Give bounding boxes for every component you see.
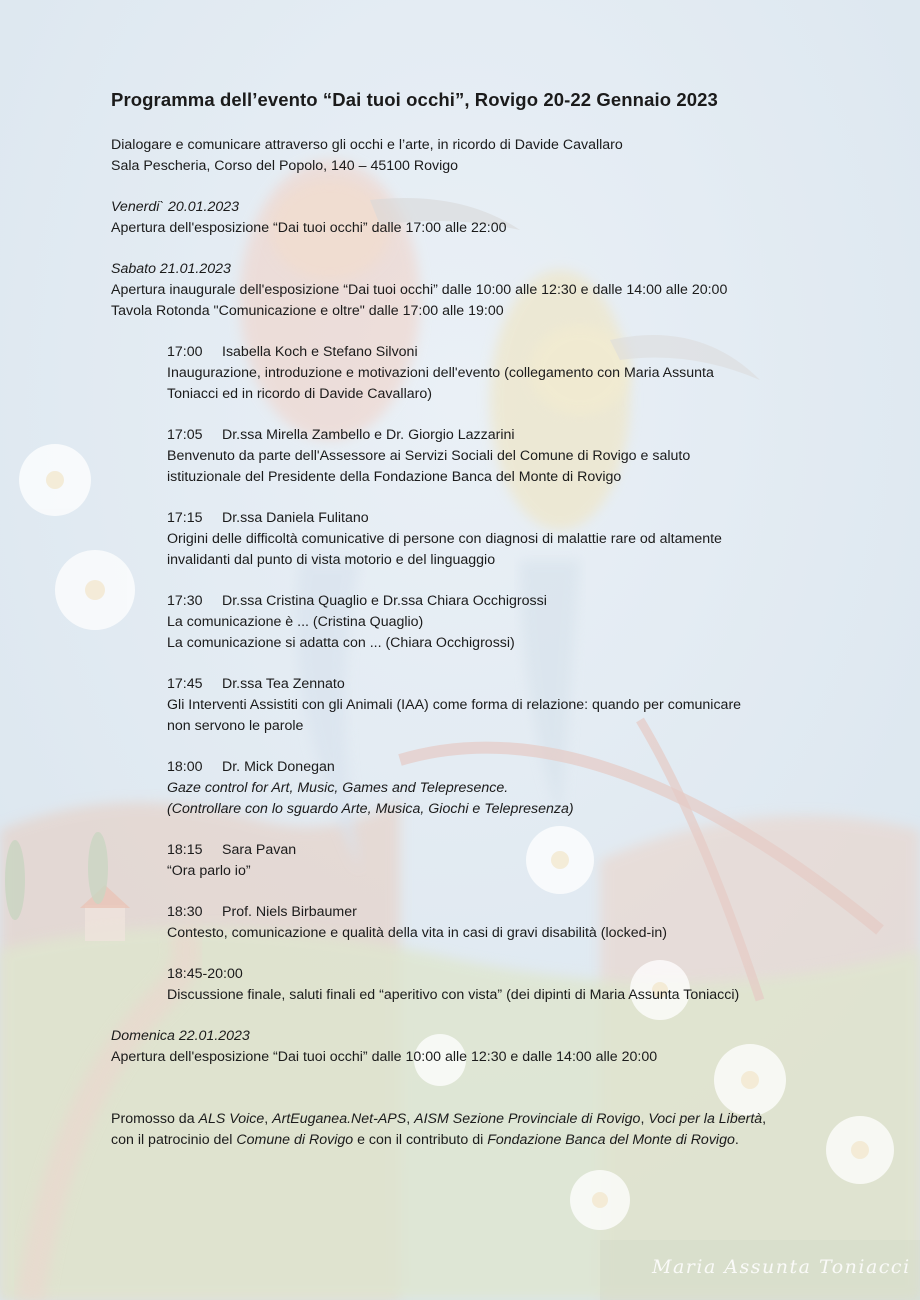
saturday-opening: Apertura inaugurale dell'esposizione “Dai tuoi occhi” dalle 10:00 alle 12:30 e dalle 14:00 alle 20:00 <box>111 282 728 298</box>
promoters-line-1 <box>111 1109 766 1130</box>
program-description: Discussione finale, saluti finali ed “aperitivo con vista” (dei dipinti di Maria Assunta Toniacci) <box>167 987 740 1003</box>
promo-text: con il patrocinio del <box>111 1131 237 1148</box>
program-time: 17:15 <box>167 510 203 526</box>
program-description: non servono le parole <box>167 718 304 734</box>
program-time: 17:45 <box>167 676 203 692</box>
program-item-header <box>167 591 547 612</box>
program-speaker: Dr.ssa Cristina Quaglio e Dr.ssa Chiara Occhigrossi <box>222 593 547 609</box>
program-item-header <box>167 342 418 363</box>
friday-opening: Apertura dell'esposizione “Dai tuoi occhi” dalle 17:00 alle 22:00 <box>111 220 507 236</box>
program-description: invalidanti dal punto di vista motorio e del linguaggio <box>167 552 496 568</box>
promoters-line-2 <box>111 1130 766 1151</box>
program-speaker: Sara Pavan <box>222 842 297 858</box>
program-description: istituzionale del Presidente della Fondazione Banca del Monte di Rovigo <box>167 469 622 485</box>
promo-separator: , <box>264 1111 273 1127</box>
event-venue: Sala Pescheria, Corso del Popolo, 140 – 45100 Rovigo <box>111 158 459 174</box>
promoter-name: AISM Sezione Provinciale di Rovigo <box>414 1111 641 1127</box>
program-description: Gaze control for Art, Music, Games and Telepresence. <box>167 780 509 796</box>
promoter-name: ALS Voice <box>198 1111 265 1127</box>
promo-separator: , <box>762 1111 767 1127</box>
program-time: 18:15 <box>167 842 203 858</box>
promoter-name: Voci per la Libertà <box>648 1111 763 1127</box>
program-time: 18:45-20:00 <box>167 966 243 982</box>
program-speaker: Dr.ssa Daniela Fulitano <box>222 510 369 526</box>
sponsor-name: Fondazione Banca del Monte di Rovigo <box>487 1131 735 1148</box>
program-speaker: Isabella Koch e Stefano Silvoni <box>222 344 418 360</box>
promo-separator: . <box>734 1131 739 1148</box>
promoters-text <box>111 1109 766 1151</box>
program-description: Benvenuto da parte dell'Assessore ai Servizi Sociali del Comune di Rovigo e saluto <box>167 448 691 464</box>
program-item-header <box>167 757 335 778</box>
painter-signature: Maria Assunta Toniacci <box>652 1256 911 1278</box>
program-description: Origini delle difficoltà comunicative di persone con diagnosi di malattie rare od altamente <box>167 531 722 547</box>
event-subtitle: Dialogare e comunicare attraverso gli occhi e l’arte, in ricordo di Davide Cavallaro <box>111 137 623 153</box>
program-description: La comunicazione è ... (Cristina Quaglio) <box>167 614 424 630</box>
program-item-header <box>167 902 357 923</box>
program-description: Contesto, comunicazione e qualità della vita in casi di gravi disabilità (locked-in) <box>167 925 667 941</box>
round-table: Tavola Rotonda "Comunicazione e oltre" dalle 17:00 alle 19:00 <box>111 303 504 319</box>
patron-name: Comune di Rovigo <box>236 1131 354 1148</box>
program-speaker: Dr.ssa Mirella Zambello e Dr. Giorgio Lazzarini <box>222 427 515 443</box>
promo-separator: , <box>640 1111 649 1127</box>
sunday-opening: Apertura dell'esposizione “Dai tuoi occhi” dalle 10:00 alle 12:30 e dalle 14:00 alle 20:00 <box>111 1049 658 1065</box>
program-time: 17:30 <box>167 593 203 609</box>
friday-date: Venerdi` 20.01.2023 <box>111 199 240 215</box>
saturday-date: Sabato 21.01.2023 <box>111 261 231 277</box>
program-description: Toniacci ed in ricordo di Davide Cavallaro) <box>167 386 432 402</box>
program-item-header <box>167 508 369 529</box>
program-speaker: Dr. Mick Donegan <box>222 759 335 775</box>
program-speaker: Dr.ssa Tea Zennato <box>222 676 345 692</box>
program-description: Inaugurazione, introduzione e motivazioni dell'evento (collegamento con Maria Assunta <box>167 365 714 381</box>
program-item-header <box>167 425 515 446</box>
promo-text: e con il contributo di <box>353 1131 488 1148</box>
program-speaker: Prof. Niels Birbaumer <box>222 904 357 920</box>
promo-separator: , <box>406 1111 415 1127</box>
sunday-date: Domenica 22.01.2023 <box>111 1028 250 1044</box>
page-title: Programma dell’evento “Dai tuoi occhi”, Rovigo 20-22 Gennaio 2023 <box>111 89 718 110</box>
program-time: 17:00 <box>167 344 203 360</box>
program-description: “Ora parlo io” <box>167 863 251 879</box>
program-time: 18:00 <box>167 759 203 775</box>
program-description: Gli Interventi Assistiti con gli Animali (IAA) come forma di relazione: quando per comunicare <box>167 697 742 713</box>
program-item-header <box>167 840 296 861</box>
program-time: 17:05 <box>167 427 203 443</box>
promo-text: Promosso da <box>111 1111 199 1127</box>
program-description: La comunicazione si adatta con ... (Chiara Occhigrossi) <box>167 635 515 651</box>
program-item-header <box>167 674 345 695</box>
program-time: 18:30 <box>167 904 203 920</box>
promoter-name: ArtEuganea.Net-APS <box>272 1111 407 1127</box>
program-description: (Controllare con lo sguardo Arte, Musica, Giochi e Telepresenza) <box>167 801 574 817</box>
